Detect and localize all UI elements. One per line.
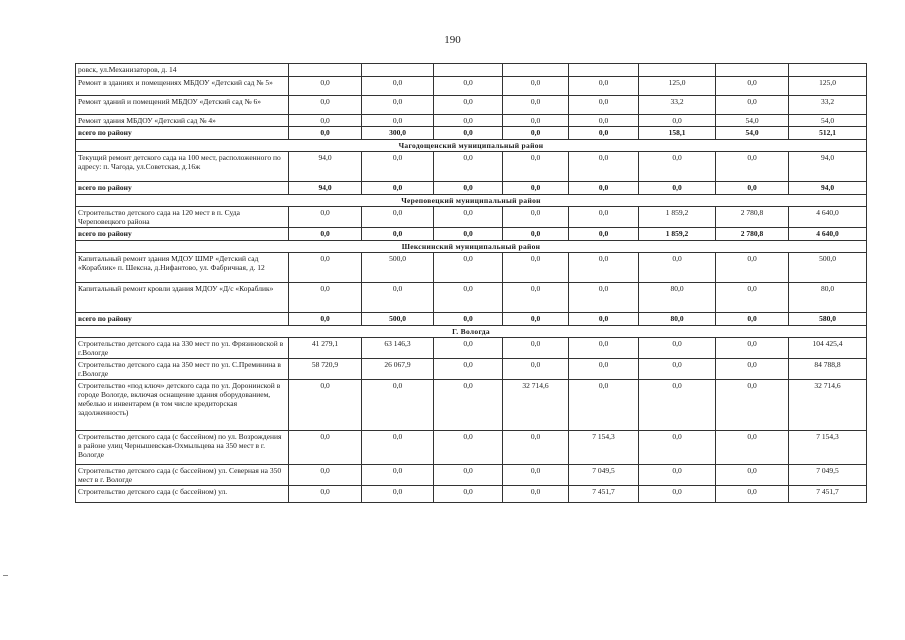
value-cell: 0,0	[434, 465, 503, 486]
value-cell: 0,0	[716, 253, 789, 283]
value-cell: 125,0	[789, 77, 867, 96]
value-cell: 7 154,3	[789, 431, 867, 465]
value-cell: 2 780,8	[716, 207, 789, 228]
value-cell: 0,0	[289, 380, 362, 431]
value-cell: 0,0	[716, 359, 789, 380]
table-row	[76, 465, 867, 486]
value-cell: 0,0	[503, 96, 569, 115]
value-cell: 94,0	[789, 182, 867, 195]
value-cell: 0,0	[716, 380, 789, 431]
item-name: Строительство детского сада (с бассейном) по ул. Возрождения в районе улиц Чернышевская-Охмыльцева на 350 мест в г. Вологде	[76, 431, 289, 465]
page-number: 190	[444, 34, 461, 46]
value-cell: 0,0	[569, 152, 639, 182]
value-cell: 0,0	[639, 253, 716, 283]
table-row	[76, 253, 867, 283]
value-cell: 0,0	[503, 486, 569, 503]
value-cell: 0,0	[503, 431, 569, 465]
value-cell: 33,2	[639, 96, 716, 115]
value-cell: 0,0	[716, 96, 789, 115]
section-header-row	[76, 195, 867, 207]
total-label: всего по району	[76, 228, 289, 241]
value-cell: 0,0	[434, 182, 503, 195]
value-cell: 33,2	[789, 96, 867, 115]
item-name: Строительство детского сада (с бассейном) ул.	[76, 486, 289, 503]
value-cell: 84 788,8	[789, 359, 867, 380]
value-cell: 54,0	[716, 115, 789, 127]
total-row	[76, 313, 867, 326]
value-cell: 0,0	[716, 431, 789, 465]
value-cell: 104 425,4	[789, 338, 867, 359]
section-title: Г. Вологда	[76, 326, 867, 338]
value-cell: 0,0	[434, 431, 503, 465]
table-row	[76, 96, 867, 115]
value-cell: 7 451,7	[569, 486, 639, 503]
value-cell: 0,0	[362, 431, 434, 465]
table-row	[76, 115, 867, 127]
item-name: ровск, ул.Механизаторов, д. 14	[76, 64, 289, 77]
total-label: всего по району	[76, 182, 289, 195]
value-cell: 0,0	[569, 380, 639, 431]
value-cell: 0,0	[289, 77, 362, 96]
value-cell: 0,0	[289, 431, 362, 465]
value-cell: 300,0	[362, 127, 434, 140]
total-label: всего по району	[76, 127, 289, 140]
value-cell: 0,0	[289, 486, 362, 503]
section-title: Шекснинский муниципальный район	[76, 241, 867, 253]
total-row	[76, 182, 867, 195]
value-cell: 94,0	[289, 152, 362, 182]
value-cell: 54,0	[716, 127, 789, 140]
value-cell: 0,0	[434, 127, 503, 140]
item-name: Ремонт здания МБДОУ «Детский сад № 4»	[76, 115, 289, 127]
value-cell: 0,0	[503, 465, 569, 486]
table-row	[76, 207, 867, 228]
value-cell: 0,0	[434, 228, 503, 241]
section-header-row	[76, 140, 867, 152]
value-cell: 0,0	[289, 207, 362, 228]
value-cell: 125,0	[639, 77, 716, 96]
value-cell: 0,0	[716, 313, 789, 326]
item-name: Строительство детского сада на 350 мест по ул. С.Преминина в г.Вологде	[76, 359, 289, 380]
value-cell: 0,0	[639, 486, 716, 503]
value-cell: 0,0	[503, 228, 569, 241]
value-cell: 0,0	[569, 228, 639, 241]
item-name: Строительство детского сада на 330 мест по ул. Фрязиновской в г.Вологде	[76, 338, 289, 359]
value-cell: 158,1	[639, 127, 716, 140]
value-cell: 0,0	[569, 127, 639, 140]
table-row	[76, 486, 867, 503]
value-cell: 4 640,0	[789, 207, 867, 228]
value-cell: 0,0	[569, 313, 639, 326]
value-cell: 512,1	[789, 127, 867, 140]
value-cell: 0,0	[639, 152, 716, 182]
value-cell: 0,0	[503, 127, 569, 140]
value-cell: 0,0	[434, 152, 503, 182]
value-cell: 0,0	[716, 338, 789, 359]
value-cell: 80,0	[639, 283, 716, 313]
value-cell: 0,0	[362, 207, 434, 228]
value-cell	[569, 64, 639, 77]
value-cell: 80,0	[639, 313, 716, 326]
value-cell: 94,0	[289, 182, 362, 195]
value-cell: 1 859,2	[639, 207, 716, 228]
scan-edge-mark	[3, 575, 8, 576]
value-cell: 1 859,2	[639, 228, 716, 241]
value-cell: 0,0	[569, 283, 639, 313]
value-cell: 41 279,1	[289, 338, 362, 359]
value-cell: 7 049,5	[789, 465, 867, 486]
budget-table	[75, 63, 867, 503]
value-cell: 0,0	[569, 96, 639, 115]
value-cell: 54,0	[789, 115, 867, 127]
value-cell: 0,0	[503, 359, 569, 380]
value-cell: 26 067,9	[362, 359, 434, 380]
value-cell: 0,0	[434, 359, 503, 380]
value-cell: 0,0	[362, 115, 434, 127]
table-row	[76, 380, 867, 431]
value-cell: 0,0	[569, 338, 639, 359]
value-cell: 0,0	[289, 283, 362, 313]
value-cell: 0,0	[362, 228, 434, 241]
value-cell: 80,0	[789, 283, 867, 313]
total-label: всего по району	[76, 313, 289, 326]
value-cell: 32 714,6	[789, 380, 867, 431]
value-cell: 0,0	[503, 313, 569, 326]
value-cell	[289, 64, 362, 77]
value-cell: 0,0	[716, 152, 789, 182]
value-cell: 0,0	[362, 486, 434, 503]
budget-table-body	[76, 64, 867, 503]
value-cell: 0,0	[716, 182, 789, 195]
value-cell: 63 146,3	[362, 338, 434, 359]
item-name: Ремонт зданий и помещений МБДОУ «Детский сад № 6»	[76, 96, 289, 115]
section-title: Чагодощенский муниципальный район	[76, 140, 867, 152]
value-cell: 0,0	[434, 338, 503, 359]
value-cell: 0,0	[289, 313, 362, 326]
value-cell: 0,0	[639, 431, 716, 465]
table-row	[76, 338, 867, 359]
value-cell: 0,0	[434, 486, 503, 503]
value-cell: 0,0	[716, 465, 789, 486]
table-row	[76, 283, 867, 313]
value-cell: 0,0	[434, 380, 503, 431]
value-cell: 0,0	[289, 127, 362, 140]
table-row	[76, 152, 867, 182]
item-name: Строительство детского сада на 120 мест в п. Суда Череповецкого района	[76, 207, 289, 228]
value-cell: 94,0	[789, 152, 867, 182]
value-cell: 0,0	[569, 182, 639, 195]
value-cell: 7 154,3	[569, 431, 639, 465]
item-name: Строительство детского сада (с бассейном) ул. Северная на 350 мест в г. Вологде	[76, 465, 289, 486]
value-cell: 0,0	[434, 115, 503, 127]
value-cell: 58 720,9	[289, 359, 362, 380]
item-name: Текущий ремонт детского сада на 100 мест, расположенного по адресу: п. Чагода, ул.Советская, д.16ж	[76, 152, 289, 182]
section-header-row	[76, 241, 867, 253]
value-cell: 0,0	[289, 465, 362, 486]
value-cell: 0,0	[289, 115, 362, 127]
value-cell: 500,0	[789, 253, 867, 283]
value-cell: 0,0	[716, 486, 789, 503]
value-cell: 0,0	[639, 359, 716, 380]
table-row	[76, 359, 867, 380]
value-cell: 0,0	[569, 207, 639, 228]
value-cell: 0,0	[639, 115, 716, 127]
value-cell: 0,0	[639, 465, 716, 486]
value-cell: 0,0	[434, 313, 503, 326]
value-cell	[362, 64, 434, 77]
value-cell: 0,0	[289, 253, 362, 283]
value-cell: 0,0	[434, 207, 503, 228]
value-cell: 4 640,0	[789, 228, 867, 241]
value-cell: 32 714,6	[503, 380, 569, 431]
table-row	[76, 431, 867, 465]
value-cell: 0,0	[716, 283, 789, 313]
value-cell: 500,0	[362, 313, 434, 326]
value-cell: 0,0	[434, 283, 503, 313]
value-cell: 0,0	[434, 96, 503, 115]
section-title: Череповецкий муниципальный район	[76, 195, 867, 207]
total-row	[76, 127, 867, 140]
value-cell: 7 049,5	[569, 465, 639, 486]
value-cell: 0,0	[503, 77, 569, 96]
value-cell: 0,0	[362, 283, 434, 313]
value-cell: 0,0	[569, 77, 639, 96]
value-cell: 0,0	[716, 77, 789, 96]
table-row	[76, 64, 867, 77]
value-cell: 7 451,7	[789, 486, 867, 503]
value-cell	[789, 64, 867, 77]
item-name: Капитальный ремонт кровли здания МДОУ «Д/с «Кораблик»	[76, 283, 289, 313]
value-cell: 0,0	[503, 253, 569, 283]
value-cell: 0,0	[289, 96, 362, 115]
value-cell: 0,0	[434, 77, 503, 96]
value-cell: 0,0	[503, 152, 569, 182]
value-cell: 0,0	[289, 228, 362, 241]
value-cell: 0,0	[362, 380, 434, 431]
table-row	[76, 77, 867, 96]
section-header-row	[76, 326, 867, 338]
item-name: Строительство «под ключ» детского сада по ул. Доронинской в городе Вологде, включая оснащение здания оборудованием, мебелью и инвентарем (в том числе кредиторская задолженность)	[76, 380, 289, 431]
value-cell	[639, 64, 716, 77]
value-cell: 2 780,8	[716, 228, 789, 241]
value-cell: 0,0	[362, 152, 434, 182]
value-cell	[503, 64, 569, 77]
value-cell: 500,0	[362, 253, 434, 283]
value-cell: 0,0	[569, 253, 639, 283]
value-cell: 580,0	[789, 313, 867, 326]
value-cell: 0,0	[434, 253, 503, 283]
value-cell: 0,0	[639, 380, 716, 431]
value-cell	[434, 64, 503, 77]
value-cell: 0,0	[639, 182, 716, 195]
value-cell: 0,0	[569, 115, 639, 127]
value-cell: 0,0	[362, 182, 434, 195]
value-cell: 0,0	[362, 96, 434, 115]
value-cell: 0,0	[362, 77, 434, 96]
value-cell	[716, 64, 789, 77]
value-cell: 0,0	[503, 283, 569, 313]
item-name: Ремонт в зданиях и помещениях МБДОУ «Детский сад № 5»	[76, 77, 289, 96]
value-cell: 0,0	[503, 115, 569, 127]
value-cell: 0,0	[503, 207, 569, 228]
total-row	[76, 228, 867, 241]
value-cell: 0,0	[569, 359, 639, 380]
value-cell: 0,0	[362, 465, 434, 486]
value-cell: 0,0	[503, 338, 569, 359]
value-cell: 0,0	[503, 182, 569, 195]
item-name: Капитальный ремонт здания МДОУ ШМР «Детский сад «Кораблик» п. Шексна, д.Нифантово, ул. Фабричная, д. 12	[76, 253, 289, 283]
value-cell: 0,0	[639, 338, 716, 359]
